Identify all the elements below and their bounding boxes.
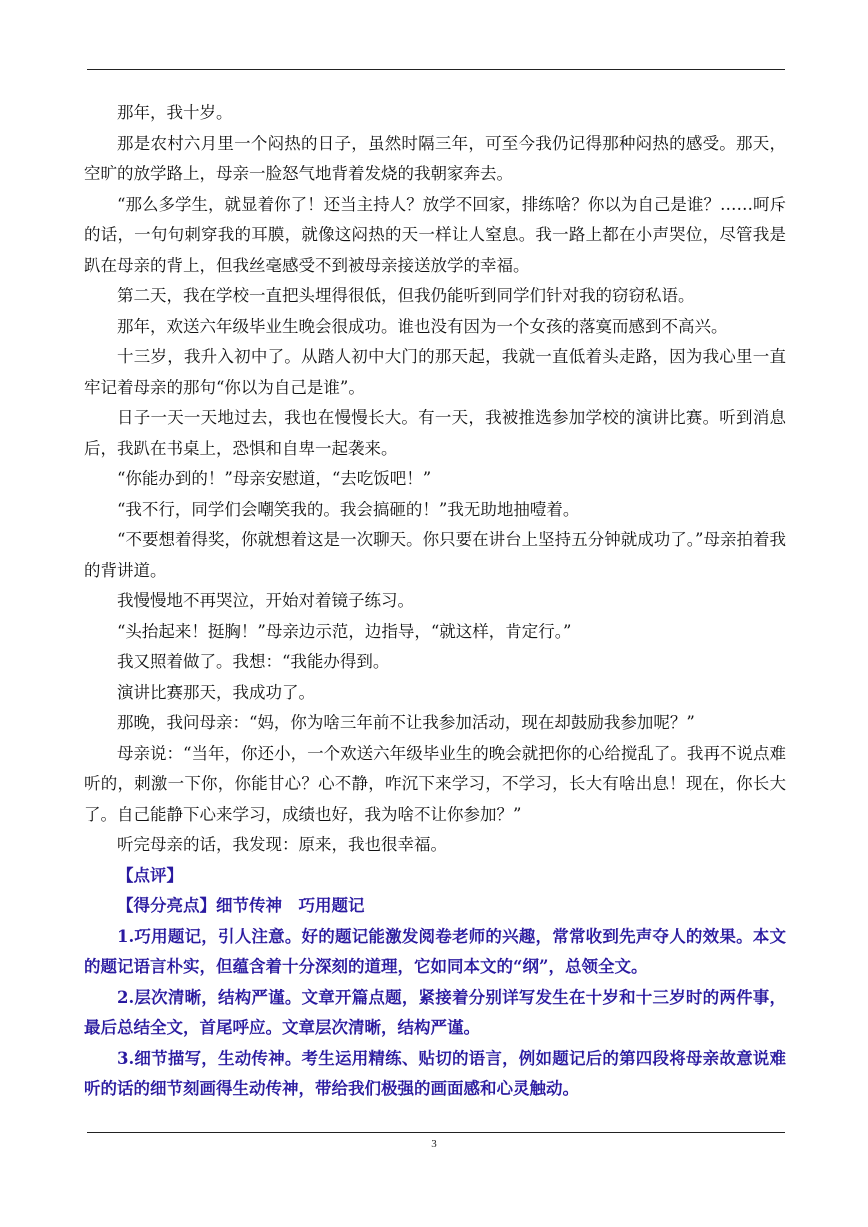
essay-paragraph-2: 那是农村六月里一个闷热的日子，虽然时隔三年，可至今我仍记得那种闷热的感受。那天，空旷的放学路上，母亲一脸怒气地背着发烧的我朝家奔去。 xyxy=(84,133,786,183)
review-point-2: 2.层次清晰，结构严谨。文章开篇点题，紧接着分别详写发生在十岁和十三岁时的两件事，最后总结全文，首尾呼应。文章层次清晰，结构严谨。 xyxy=(84,987,786,1037)
review-point-1: 1.巧用题记，引人注意。好的题记能激发阅卷老师的兴趣，常常收到先声夺人的效果。本文的题记语言朴实，但蕴含着十分深刻的道理，它如同本文的“纲”，总领全文。 xyxy=(84,926,786,976)
footer-rule xyxy=(87,1132,785,1133)
essay-paragraph-4: 第二天，我在学校一直把头埋得很低，但我仍能听到同学们针对我的窃窃私语。 xyxy=(117,286,695,305)
essay-paragraph-10: “不要想着得奖，你就想着这是一次聊天。你只要在讲台上坚持五分钟就成功了。”母亲拍着我的背讲道。 xyxy=(84,530,786,580)
essay-paragraph-6: 十三岁，我升入初中了。从踏人初中大门的那天起，我就一直低着头走路，因为我心里一直牢记着母亲的那句“你以为自己是谁”。 xyxy=(84,347,786,397)
essay-paragraph-12: “头抬起来！挺胸！”母亲边示范，边指导，“就这样，肯定行。” xyxy=(117,621,572,641)
essay-paragraph-7: 日子一天一天地过去，我也在慢慢长大。有一天，我被推选参加学校的演讲比赛。听到消息后，我趴在书桌上，恐惧和自卑一起袭来。 xyxy=(84,408,786,458)
review-point-3: 3.细节描写，生动传神。考生运用精练、贴切的语言，例如题记后的第四段将母亲故意说难听的话的细节刻画得生动传神，带给我们极强的画面感和心灵触动。 xyxy=(84,1048,786,1098)
review-heading: 【点评】 xyxy=(117,865,183,885)
essay-paragraph-8: “你能办到的！”母亲安慰道，“去吃饭吧！” xyxy=(117,469,432,488)
essay-paragraph-15: 那晚，我问母亲：“妈，你为啥三年前不让我参加活动，现在却鼓励我参加呢？” xyxy=(117,713,695,732)
essay-paragraph-11: 我慢慢地不再哭泣，开始对着镜子练习。 xyxy=(117,591,414,610)
review-highlight: 【得分亮点】细节传神 巧用题记 xyxy=(117,896,365,915)
essay-paragraph-13: 我又照着做了。我想：“我能办得到。 xyxy=(117,652,390,671)
essay-paragraph-17: 听完母亲的话，我发现：原来，我也很幸福。 xyxy=(117,835,447,854)
essay-paragraph-16: 母亲说：“当年，你还小，一个欢送六年级毕业生的晚会就把你的心给搅乱了。我再不说点难听的，刺激一下你，你能甘心？心不静，咋沉下来学习，不学习，长大有啥出息！现在，你长大了。自己能静下心来学习，成绩也好，我为啥不让你参加？” xyxy=(84,743,786,824)
page-number: 3 xyxy=(431,1138,437,1150)
essay-paragraph-5: 那年，欢送六年级毕业生晚会很成功。谁也没有因为一个女孩的落寞而感到不高兴。 xyxy=(117,316,728,336)
essay-body xyxy=(84,98,786,1105)
header-rule xyxy=(87,69,785,70)
essay-paragraph-1: 那年，我十岁。 xyxy=(117,103,233,122)
essay-paragraph-9: “我不行，同学们会嘲笑我的。我会搞砸的！”我无助地抽噎着。 xyxy=(117,499,580,519)
essay-paragraph-14: 演讲比赛那天，我成功了。 xyxy=(117,682,315,702)
essay-paragraph-3: “那么多学生，就显着你了！还当主持人？放学不回家，排练啥？你以为自己是谁？……呵斥的话，一句句刺穿我的耳膜，就像这闷热的天一样让人窒息。我一路上都在小声哭位，尽管我是趴在母亲的背上，但我丝毫感受不到被母亲接送放学的幸福。 xyxy=(84,194,786,275)
